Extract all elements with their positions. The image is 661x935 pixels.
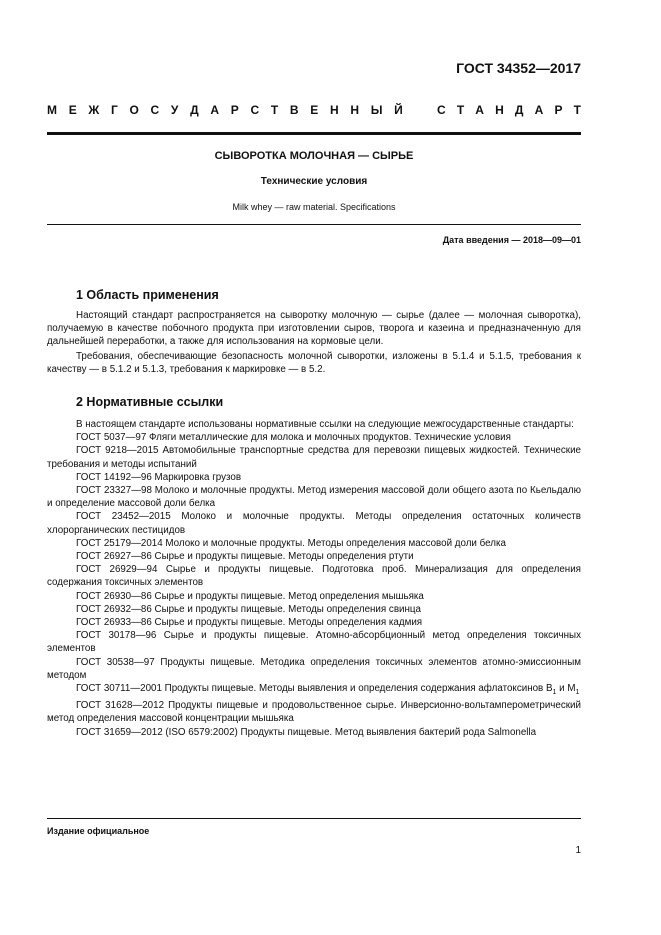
- standard-word: [437, 103, 581, 117]
- reference-item: ГОСТ 26930—86 Сырье и продукты пищевые. Метод определения мышьяка: [76, 590, 424, 602]
- heading-letter: Н: [329, 103, 339, 117]
- title-rule: [47, 224, 581, 225]
- footer-rule: [47, 818, 581, 819]
- heading-letter: Т: [456, 103, 465, 117]
- gost-code: ГОСТ 34352—2017: [456, 60, 581, 76]
- reference-item: ГОСТ 30178—96 Сырье и продукты пищевые. Атомно-абсорбционный метод определения токсичных элементов: [47, 630, 581, 655]
- heading-letter: Т: [573, 103, 581, 117]
- reference-item: ГОСТ 26927—86 Сырье и продукты пищевые. Методы определения ртути: [76, 551, 414, 563]
- heading-letter: А: [534, 103, 544, 117]
- heading-letter: М: [47, 103, 57, 117]
- subscript: 1: [552, 689, 557, 697]
- reference-item: ГОСТ 5037—97 Фляги металлические для молока и молочных продуктов. Технические условия: [76, 432, 511, 444]
- heading-letter: А: [475, 103, 484, 117]
- official-edition-label: Издание официальное: [47, 826, 150, 836]
- introduction-date: Дата введения — 2018—09—01: [442, 235, 581, 245]
- section-1-paragraph: Требования, обеспечивающие безопасность молочной сыворотки, изложены в 5.1.4 и 5.1.5, требования к качеству — в 5.1.2 и 5.1.3, требования к маркировке — в 5.2.: [47, 351, 581, 376]
- reference-item: ГОСТ 26929—94 Сырье и продукты пищевые. Подготовка проб. Минерализация для определения содержания токсичных элементов: [47, 564, 581, 589]
- interstate-standard-heading: [47, 103, 581, 117]
- heading-letter: О: [129, 103, 139, 117]
- heading-letter: Р: [554, 103, 563, 117]
- reference-item: ГОСТ 23327—98 Молоко и молочные продукты. Метод измерения массовой доли общего азота по Кьельдалю и определение массовой доли белка: [47, 485, 581, 510]
- heading-letter: А: [210, 103, 220, 117]
- document-subtitle: Технические условия: [260, 176, 368, 187]
- section-2-title: 2 Нормативные ссылки: [76, 395, 224, 409]
- references-intro: В настоящем стандарте использованы нормативные ссылки на следующие межгосударственные стандарты:: [76, 419, 574, 430]
- heading-letter: Г: [110, 103, 118, 117]
- reference-item: ГОСТ 31659—2012 (ISO 6579:2002) Продукты пищевые. Метод выявления бактерий рода Salmonella: [76, 726, 537, 738]
- reference-item: ГОСТ 25179—2014 Молоко и молочные продукты. Методы определения массовой доли белка: [76, 537, 506, 549]
- heading-letter: Р: [230, 103, 239, 117]
- heading-letter: Д: [190, 103, 199, 117]
- heading-letter: Е: [68, 103, 77, 117]
- ref-text: и M: [556, 683, 576, 695]
- heading-letter: С: [250, 103, 260, 117]
- interstate-word: [47, 103, 403, 117]
- heading-letter: С: [437, 103, 446, 117]
- normative-references: [47, 418, 581, 739]
- section-1-paragraph: Настоящий стандарт распространяется на сыворотку молочную — сырье (далее — молочная сыворотка), получаемую в качестве побочного продукта при изготовлении сыров, творога и казеина и предназначенную для дальнейшей переработки, а также для использования на кормовые цели.: [47, 310, 581, 348]
- reference-item: ГОСТ 26933—86 Сырье и продукты пищевые. Методы определения кадмия: [76, 617, 423, 629]
- reference-item: ГОСТ 30538—97 Продукты пищевые. Методика определения токсичных элементов атомно-эмиссионным методом: [47, 656, 581, 681]
- reference-item: ГОСТ 26932—86 Сырье и продукты пищевые. Методы определения свинца: [76, 603, 421, 615]
- reference-item: ГОСТ 14192—96 Маркировка грузов: [76, 471, 242, 483]
- reference-item-aflatoxin: [47, 682, 581, 699]
- heading-letter: Н: [350, 103, 360, 117]
- heading-letter: Т: [270, 103, 279, 117]
- heading-letter: С: [150, 103, 160, 117]
- english-title: Milk whey — raw material. Specifications: [232, 202, 396, 212]
- reference-item: ГОСТ 31628—2012 Продукты пищевые и продовольственное сырье. Инверсионно-вольтамперометрический метод определения массовой концентрации мышьяка: [47, 700, 581, 725]
- document-title: СЫВОРОТКА МОЛОЧНАЯ — СЫРЬЕ: [214, 150, 414, 162]
- heading-letter: Ж: [88, 103, 100, 117]
- header-rule: [47, 132, 581, 135]
- section-1-title: 1 Область применения: [76, 288, 219, 302]
- heading-letter: У: [170, 103, 179, 117]
- heading-letter: Ы: [370, 103, 383, 117]
- subscript: 1: [575, 689, 580, 697]
- heading-letter: Н: [495, 103, 504, 117]
- heading-letter: Е: [310, 103, 319, 117]
- reference-item: ГОСТ 9218—2015 Автомобильные транспортные средства для перевозки пищевых жидкостей. Технические требования и методы испытаний: [47, 445, 581, 470]
- heading-letter: В: [289, 103, 299, 117]
- page-number: 1: [575, 845, 581, 856]
- ref-text: ГОСТ 30711—2001 Продукты пищевые. Методы выявления и определения содержания афлатоксинов B: [76, 683, 553, 695]
- heading-letter: Й: [394, 103, 403, 117]
- heading-letter: Д: [514, 103, 524, 117]
- reference-item: ГОСТ 23452—2015 Молоко и молочные продукты. Методы определения остаточных количеств хлорорганических пестицидов: [47, 511, 581, 536]
